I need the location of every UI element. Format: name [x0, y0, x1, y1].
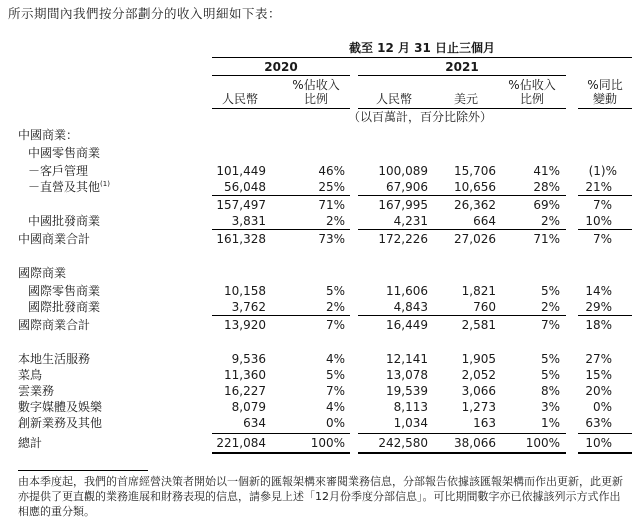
china-total-rule-2021: [358, 229, 566, 230]
cell-yoy: 21%: [585, 180, 612, 194]
year-2021: 2021: [445, 60, 479, 74]
row-china-wholesale: [0, 213, 640, 229]
cell-pct-2021: 71%: [533, 232, 560, 246]
cell-rmb-2021: 19,539: [386, 384, 428, 398]
cell-rmb-2020: 101,449: [216, 164, 266, 178]
col-pct-2020-line1: %佔收入: [292, 78, 340, 92]
row-label: 中國商業：: [18, 128, 79, 142]
row-china-commerce: [0, 127, 640, 143]
cell-yoy: 0%: [592, 400, 612, 414]
cell-pct-2020: 5%: [325, 368, 345, 382]
cell-yoy: 7%: [592, 198, 612, 212]
cell-rmb-2020: 8,079: [231, 400, 266, 414]
col-rmb-2020: 人民幣: [221, 92, 258, 106]
cell-yoy: 14%: [585, 284, 612, 298]
subheader-rule-yoy: [578, 108, 632, 109]
period-header: 截至 12 月 31 日止三個月: [348, 41, 496, 55]
footnote-separator: [18, 470, 148, 471]
intl-total-rule-2021: [358, 315, 566, 316]
cell-rmb-2021: 172,226: [378, 232, 428, 246]
cell-usd-2021: 2,052: [461, 368, 496, 382]
row-label: 國際商業: [18, 266, 67, 280]
subheader-rule-2021: [358, 108, 566, 109]
cell-rmb-2020: 10,158: [224, 284, 266, 298]
col-usd-2021: 美元: [453, 92, 478, 106]
col-rmb-2021: 人民幣: [375, 92, 412, 106]
cell-rmb-2020: 13,920: [224, 318, 266, 332]
row-label: 菜鳥: [18, 368, 43, 382]
cell-yoy: 10%: [585, 214, 612, 228]
cell-yoy: 29%: [585, 300, 612, 314]
subtotal-rule-yoy: [578, 195, 632, 196]
cell-rmb-2021: 4,843: [393, 300, 428, 314]
row-direct-sales: [0, 179, 640, 195]
cell-rmb-2021: 100,089: [378, 164, 428, 178]
row-local-services: [0, 351, 640, 367]
row-label: 中國商業合計: [18, 232, 91, 246]
row-digital-media: [0, 399, 640, 415]
col-pct-2020-line2: 比例: [303, 92, 328, 106]
cell-pct-2021: 69%: [533, 198, 560, 212]
row-intl-wholesale: [0, 299, 640, 315]
cell-pct-2020: 4%: [325, 352, 345, 366]
double-rule-2021: [358, 452, 566, 454]
cell-yoy: 18%: [585, 318, 612, 332]
cell-usd-2021: 760: [473, 300, 496, 314]
cell-usd-2021: 2,581: [461, 318, 496, 332]
row-retail-subtotal: [0, 197, 640, 213]
row-label: －客戶管理: [28, 164, 89, 178]
cell-pct-2021: 2%: [540, 214, 560, 228]
cell-pct-2020: 73%: [318, 232, 345, 246]
col-yoy-line1: %同比: [587, 78, 623, 92]
cell-usd-2021: 1,821: [461, 284, 496, 298]
china-total-rule-2020: [212, 229, 350, 230]
cell-usd-2021: 1,905: [461, 352, 496, 366]
cell-usd-2021: 3,066: [461, 384, 496, 398]
row-customer-management: [0, 163, 640, 179]
cell-rmb-2021: 4,231: [393, 214, 428, 228]
cell-pct-2021: 5%: [540, 284, 560, 298]
cell-pct-2020: 0%: [325, 416, 345, 430]
cell-rmb-2020: 11,360: [224, 368, 266, 382]
row-label: 數字媒體及娛樂: [18, 400, 103, 414]
cell-usd-2021: 664: [473, 214, 496, 228]
cell-usd-2021: 163: [473, 416, 496, 430]
cell-pct-2020: 7%: [325, 384, 345, 398]
cell-rmb-2020: 9,536: [231, 352, 266, 366]
year-2020: 2020: [264, 60, 298, 74]
cell-yoy: 7%: [592, 232, 612, 246]
cell-usd-2021: 15,706: [454, 164, 496, 178]
cell-pct-2020: 7%: [325, 318, 345, 332]
cell-yoy: 27%: [585, 352, 612, 366]
footnote-marker: (1): [100, 180, 110, 188]
col-pct-2021-line1: %佔收入: [508, 78, 556, 92]
period-rule: [212, 57, 632, 58]
china-total-rule-yoy: [578, 229, 632, 230]
cell-rmb-2021: 8,113: [393, 400, 428, 414]
row-china-retail: [0, 145, 640, 161]
intl-total-rule-yoy: [578, 315, 632, 316]
cell-rmb-2021: 242,580: [378, 436, 428, 450]
row-label: 雲業務: [18, 384, 55, 398]
col-yoy-line2: 變動: [592, 92, 617, 106]
cell-rmb-2021: 13,078: [386, 368, 428, 382]
cell-pct-2021: 7%: [540, 318, 560, 332]
cell-rmb-2021: 16,449: [386, 318, 428, 332]
cell-rmb-2021: 11,606: [386, 284, 428, 298]
cell-yoy: 10%: [585, 436, 612, 450]
col-pct-2021-line2: 比例: [519, 92, 544, 106]
year-2020-rule: [212, 75, 350, 76]
row-label: 本地生活服務: [18, 352, 91, 366]
row-label: 中國批發商業: [28, 214, 101, 228]
row-label: [28, 179, 110, 195]
cell-usd-2021: 27,026: [454, 232, 496, 246]
cell-rmb-2020: 3,762: [231, 300, 266, 314]
footnote-text: 由本季度起，我們的首席經營決策者開始以一個新的匯報架構來審閱業務信息，分部報告依據該匯報架構而作出更新，此更新亦提供了更直觀的業務進展和財務表現的信息，請參見上述「12月份季度分部信息」。可比期間數字亦已依據該列示方式作出相應的重分類。: [18, 475, 623, 518]
subheader-rule-2020: [212, 108, 350, 109]
cell-pct-2020: 2%: [325, 300, 345, 314]
row-label: 中國零售商業: [28, 146, 101, 160]
cell-pct-2020: 4%: [325, 400, 345, 414]
row-innovation: [0, 415, 640, 431]
grand-total-rule-yoy: [578, 433, 632, 434]
cell-rmb-2020: 161,328: [216, 232, 266, 246]
cell-usd-2021: 10,656: [454, 180, 496, 194]
double-rule-2020: [212, 452, 350, 454]
cell-yoy: 15%: [585, 368, 612, 382]
row-intl-retail: [0, 283, 640, 299]
cell-rmb-2020: 157,497: [216, 198, 266, 212]
cell-pct-2021: 1%: [540, 416, 560, 430]
cell-pct-2021: 5%: [540, 352, 560, 366]
cell-pct-2021: 8%: [540, 384, 560, 398]
cell-pct-2020: 71%: [318, 198, 345, 212]
cell-pct-2020: 100%: [310, 436, 345, 450]
intro-text: 所示期間內我們按分部劃分的收入明細如下表：: [8, 6, 282, 21]
year-2021-rule: [358, 75, 566, 76]
cell-usd-2021: 26,362: [454, 198, 496, 212]
cell-pct-2021: 3%: [540, 400, 560, 414]
cell-pct-2021: 100%: [525, 436, 560, 450]
cell-pct-2020: 2%: [325, 214, 345, 228]
cell-pct-2021: 5%: [540, 368, 560, 382]
cell-yoy: 20%: [585, 384, 612, 398]
cell-usd-2021: 38,066: [454, 436, 496, 450]
cell-pct-2020: 25%: [318, 180, 345, 194]
grand-total-rule-2021: [358, 433, 566, 434]
unit-note: （以百萬計，百分比除外）: [347, 110, 492, 124]
cell-pct-2021: 28%: [533, 180, 560, 194]
cell-rmb-2020: 221,084: [216, 436, 266, 450]
subtotal-rule-2020: [212, 195, 350, 196]
row-intl-commerce: [0, 265, 640, 281]
row-label: 創新業務及其他: [18, 416, 103, 430]
cell-pct-2020: 5%: [325, 284, 345, 298]
row-grand-total: [0, 435, 640, 451]
cell-rmb-2020: 56,048: [224, 180, 266, 194]
cell-pct-2020: 46%: [318, 164, 345, 178]
subtotal-rule-2021: [358, 195, 566, 196]
double-rule-yoy: [578, 452, 632, 454]
cell-pct-2021: 2%: [540, 300, 560, 314]
row-intl-total: [0, 317, 640, 333]
cell-yoy: (1)%: [588, 164, 617, 178]
cell-rmb-2021: 167,995: [378, 198, 428, 212]
grand-total-rule-2020: [212, 433, 350, 434]
cell-usd-2021: 1,273: [461, 400, 496, 414]
row-label: 國際批發商業: [28, 300, 101, 314]
row-label: 國際零售商業: [28, 284, 101, 298]
cell-yoy: 63%: [585, 416, 612, 430]
cell-rmb-2020: 16,227: [224, 384, 266, 398]
cell-rmb-2021: 1,034: [393, 416, 428, 430]
cell-pct-2021: 41%: [533, 164, 560, 178]
cell-rmb-2020: 634: [243, 416, 266, 430]
cell-rmb-2021: 12,141: [386, 352, 428, 366]
cell-rmb-2021: 67,906: [386, 180, 428, 194]
row-cainiao: [0, 367, 640, 383]
intl-total-rule-2020: [212, 315, 350, 316]
row-label: 國際商業合計: [18, 318, 91, 332]
cell-rmb-2020: 3,831: [231, 214, 266, 228]
row-cloud: [0, 383, 640, 399]
row-china-total: [0, 231, 640, 247]
row-label-text: －直營及其他: [28, 180, 101, 194]
row-label: 總計: [18, 436, 43, 450]
